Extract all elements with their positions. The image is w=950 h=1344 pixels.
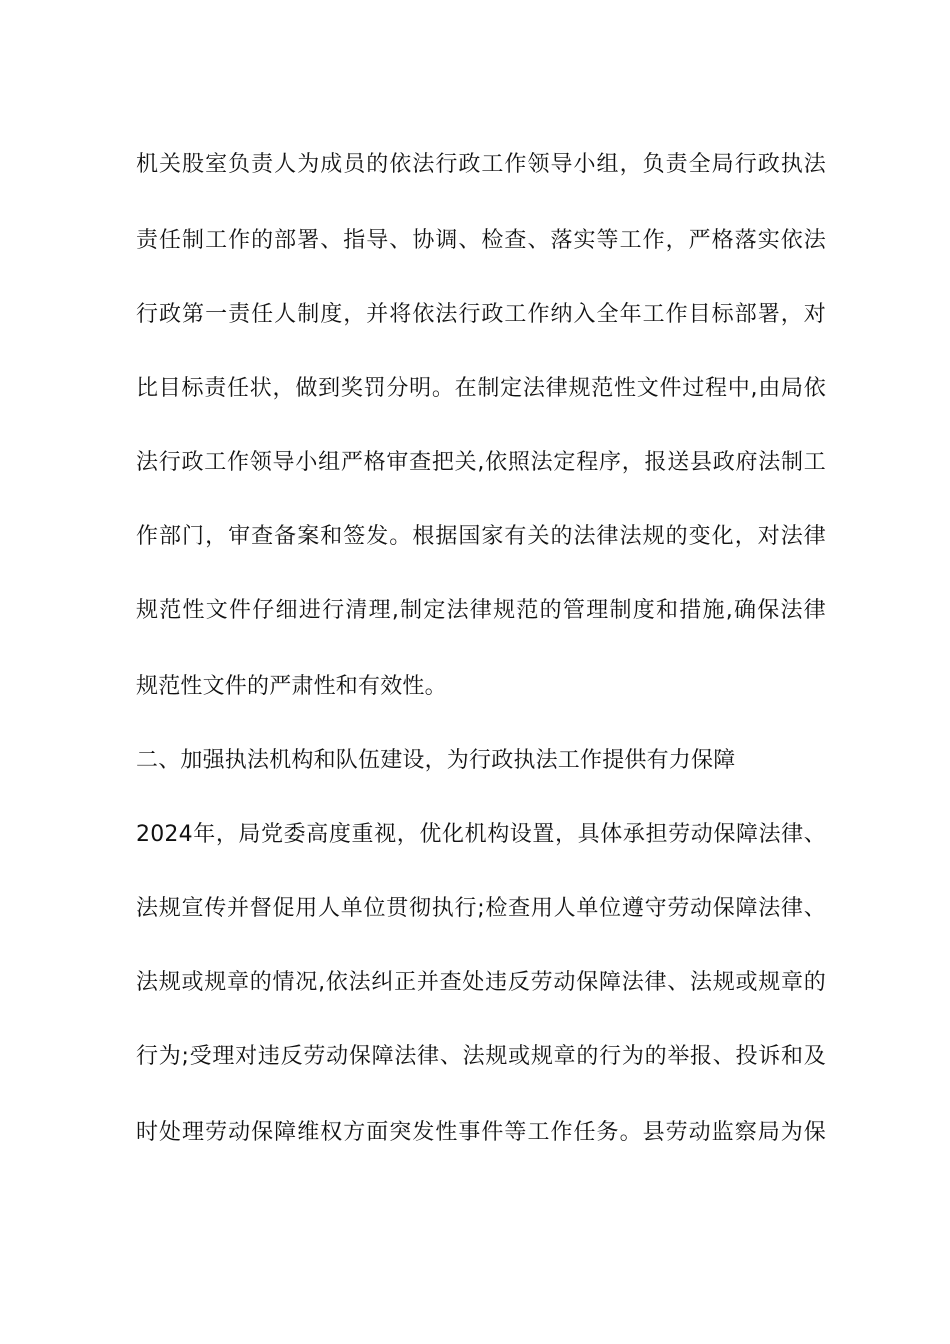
section-heading: 二、加强执法机构和队伍建设，为行政执法工作提供有力保障 [136, 748, 736, 773]
body-text-line: 时处理劳动保障维权方面突发性事件等工作任务。县劳动监察局为保 [136, 1120, 826, 1145]
body-text-line: 比目标责任状，做到奖罚分明。在制定法律规范性文件过程中,由局依 [136, 376, 826, 401]
body-text-line: 规范性文件仔细进行清理,制定法律规范的管理制度和措施,确保法律 [136, 598, 826, 623]
body-text-line: 行政第一责任人制度，并将依法行政工作纳入全年工作目标部署，对 [136, 302, 826, 327]
body-text-line: 2024年，局党委高度重视，优化机构设置，具体承担劳动保障法律、 [136, 822, 826, 847]
body-text-line: 作部门，审查备案和签发。根据国家有关的法律法规的变化，对法律 [136, 524, 826, 549]
body-text-line: 行为;受理对违反劳动保障法律、法规或规章的行为的举报、投诉和及 [136, 1044, 826, 1069]
body-text-line: 规范性文件的严肃性和有效性。 [136, 674, 447, 699]
body-text-line: 责任制工作的部署、指导、协调、检查、落实等工作，严格落实依法 [136, 228, 826, 253]
body-text-line: 法行政工作领导小组严格审查把关,依照法定程序，报送县政府法制工 [136, 450, 826, 475]
body-text-line: 法规或规章的情况,依法纠正并查处违反劳动保障法律、法规或规章的 [136, 970, 826, 995]
body-text-line: 机关股室负责人为成员的依法行政工作领导小组，负责全局行政执法 [136, 152, 826, 177]
body-text-line: 法规宣传并督促用人单位贯彻执行;检查用人单位遵守劳动保障法律、 [136, 896, 826, 921]
